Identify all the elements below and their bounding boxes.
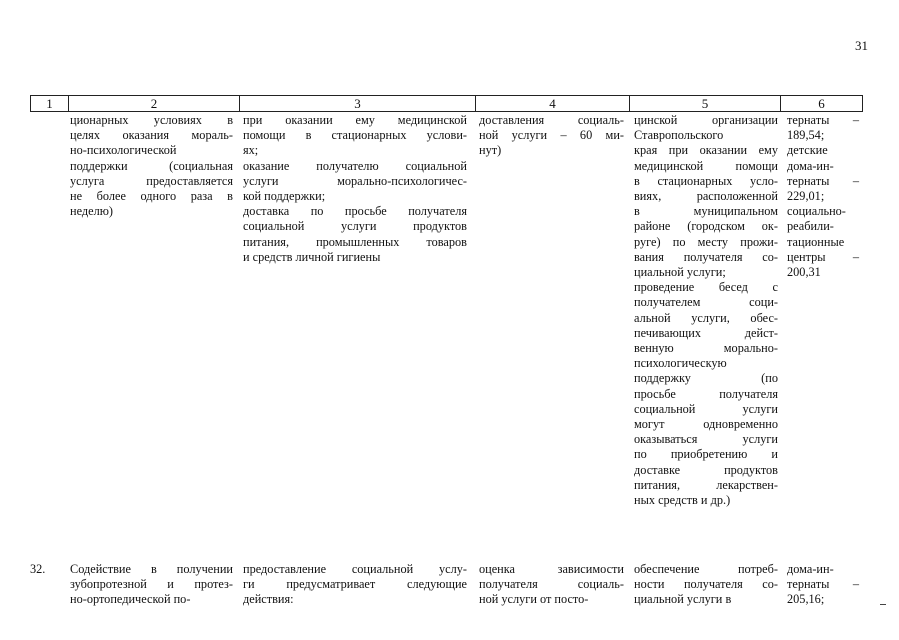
cell-text-line: но-психологической: [70, 143, 177, 158]
header-col-6: 6: [818, 96, 825, 111]
cell-text-line: дома-ин-: [787, 158, 834, 173]
cell-text-line: края при оказании ему: [634, 143, 778, 158]
header-col-4: 4: [476, 96, 630, 111]
row-32-col-4: [479, 562, 624, 608]
cell-text-line: цинской организации: [634, 113, 778, 127]
header-col-1: 1: [31, 96, 69, 111]
cell-text-line: тернаты –: [787, 577, 859, 592]
cell-text-line: получателя социаль-: [479, 577, 624, 592]
cell-text-line: венную морально-: [634, 341, 778, 356]
cell-text-line: 229,01;: [787, 189, 825, 204]
cell-text-line: услуга предоставляется: [70, 173, 233, 188]
cell-text-line: неделю): [70, 204, 114, 219]
cell-text-line: оказание получателю социальной: [243, 158, 467, 173]
row-32-col-5: [634, 562, 778, 608]
cell-text-line: кой поддержки;: [243, 189, 326, 204]
header-col-5: 5: [630, 96, 781, 111]
cell-text-line: ности получателя со-: [634, 577, 778, 592]
cell-text-line: социально-: [787, 204, 846, 219]
cell-text-line: детские: [787, 143, 828, 158]
page-number: 31: [855, 38, 868, 53]
cell-text-line: не более одного раза в: [70, 189, 233, 204]
cell-text-line: социальной услуги: [634, 401, 778, 416]
header-col-2: 2: [69, 96, 240, 111]
cell-text-line: помощи в стационарных услови-: [243, 128, 467, 143]
cell-text-line: руге) по месту прожи-: [634, 234, 778, 249]
cell-text-line: просьбе получателя: [634, 386, 778, 401]
cell-text-line: ционарных условиях в: [70, 113, 233, 127]
row-32-col-6: [787, 562, 859, 608]
cell-text-line: Содействие в получении: [70, 562, 233, 576]
cell-text-line: печивающих дейст-: [634, 325, 778, 340]
cell-text-line: могут одновременно: [634, 417, 778, 432]
cell-text-line: доставка по просьбе получателя: [243, 204, 467, 219]
cell-text-line: и средств личной гигиены: [243, 249, 381, 264]
cell-text-line: ги предусматривает следующие: [243, 577, 467, 592]
cell-text-line: оценка зависимости: [479, 562, 624, 576]
cell-text-line: доставке продуктов: [634, 462, 778, 477]
cell-text-line: циальной услуги;: [634, 265, 726, 280]
margin-dash-mark: [880, 604, 886, 605]
cell-text-line: услуги морально-психологичес-: [243, 173, 467, 188]
cell-text-line: доставления социаль-: [479, 113, 624, 127]
cell-text-line: 200,31: [787, 265, 821, 280]
cell-text-line: дома-ин-: [787, 562, 834, 576]
cell-text-line: проведение бесед с: [634, 280, 778, 295]
cell-text-line: действия:: [243, 592, 294, 607]
cell-text-line: питания, промышленных товаров: [243, 234, 467, 249]
cell-text-line: медицинской помощи: [634, 158, 778, 173]
cell-text-line: тернаты –: [787, 173, 859, 188]
header-col-3: 3: [240, 96, 476, 111]
cell-text-line: ной услуги от посто-: [479, 592, 589, 607]
cell-text-line: поддержки (социальная: [70, 158, 233, 173]
row-continued-col-5: [634, 113, 778, 508]
cell-text-line: по приобретению и: [634, 447, 778, 462]
cell-text-line: ях;: [243, 143, 259, 158]
cell-text-line: тационные: [787, 234, 845, 249]
cell-text-line: реабили-: [787, 219, 834, 234]
cell-text-line: виях, расположенной: [634, 189, 778, 204]
row-continued-col-2: [70, 113, 233, 219]
cell-text-line: обеспечение потреб-: [634, 562, 778, 576]
cell-text-line: в стационарных усло-: [634, 173, 778, 188]
cell-text-line: психологическую: [634, 356, 727, 371]
cell-text-line: в муниципальном: [634, 204, 778, 219]
cell-text-line: получателем соци-: [634, 295, 778, 310]
row-continued-col-4: [479, 113, 624, 159]
cell-text-line: оказываться услуги: [634, 432, 778, 447]
cell-text-line: зубопротезной и протез-: [70, 577, 233, 592]
cell-text-line: поддержку (по: [634, 371, 778, 386]
cell-text-line: альной услуги, обес-: [634, 310, 778, 325]
row-32-number: 32.: [30, 562, 46, 576]
row-32-col-3: [243, 562, 467, 608]
cell-text-line: но-ортопедической по-: [70, 592, 191, 607]
cell-text-line: нут): [479, 143, 502, 158]
row-32-col-2: [70, 562, 233, 608]
cell-text-line: вания получателя со-: [634, 249, 778, 264]
cell-text-line: 205,16;: [787, 592, 825, 607]
cell-text-line: социальной услуги продуктов: [243, 219, 467, 234]
row-continued-col-3: [243, 113, 467, 265]
row-continued-col-6: [787, 113, 859, 280]
cell-text-line: 189,54;: [787, 128, 825, 143]
cell-text-line: питания, лекарствен-: [634, 477, 778, 492]
table-header-row: [30, 95, 863, 112]
cell-text-line: ных средств и др.): [634, 493, 731, 508]
cell-text-line: районе (городском ок-: [634, 219, 778, 234]
cell-text-line: тернаты –: [787, 113, 859, 127]
cell-text-line: ной услуги – 60 ми-: [479, 128, 624, 143]
cell-text-line: при оказании ему медицинской: [243, 113, 467, 127]
cell-text-line: циальной услуги в: [634, 592, 732, 607]
cell-text-line: целях оказания мораль-: [70, 128, 233, 143]
cell-text-line: центры –: [787, 249, 859, 264]
cell-text-line: предоставление социальной услу-: [243, 562, 467, 576]
cell-text-line: Ставропольского: [634, 128, 724, 143]
